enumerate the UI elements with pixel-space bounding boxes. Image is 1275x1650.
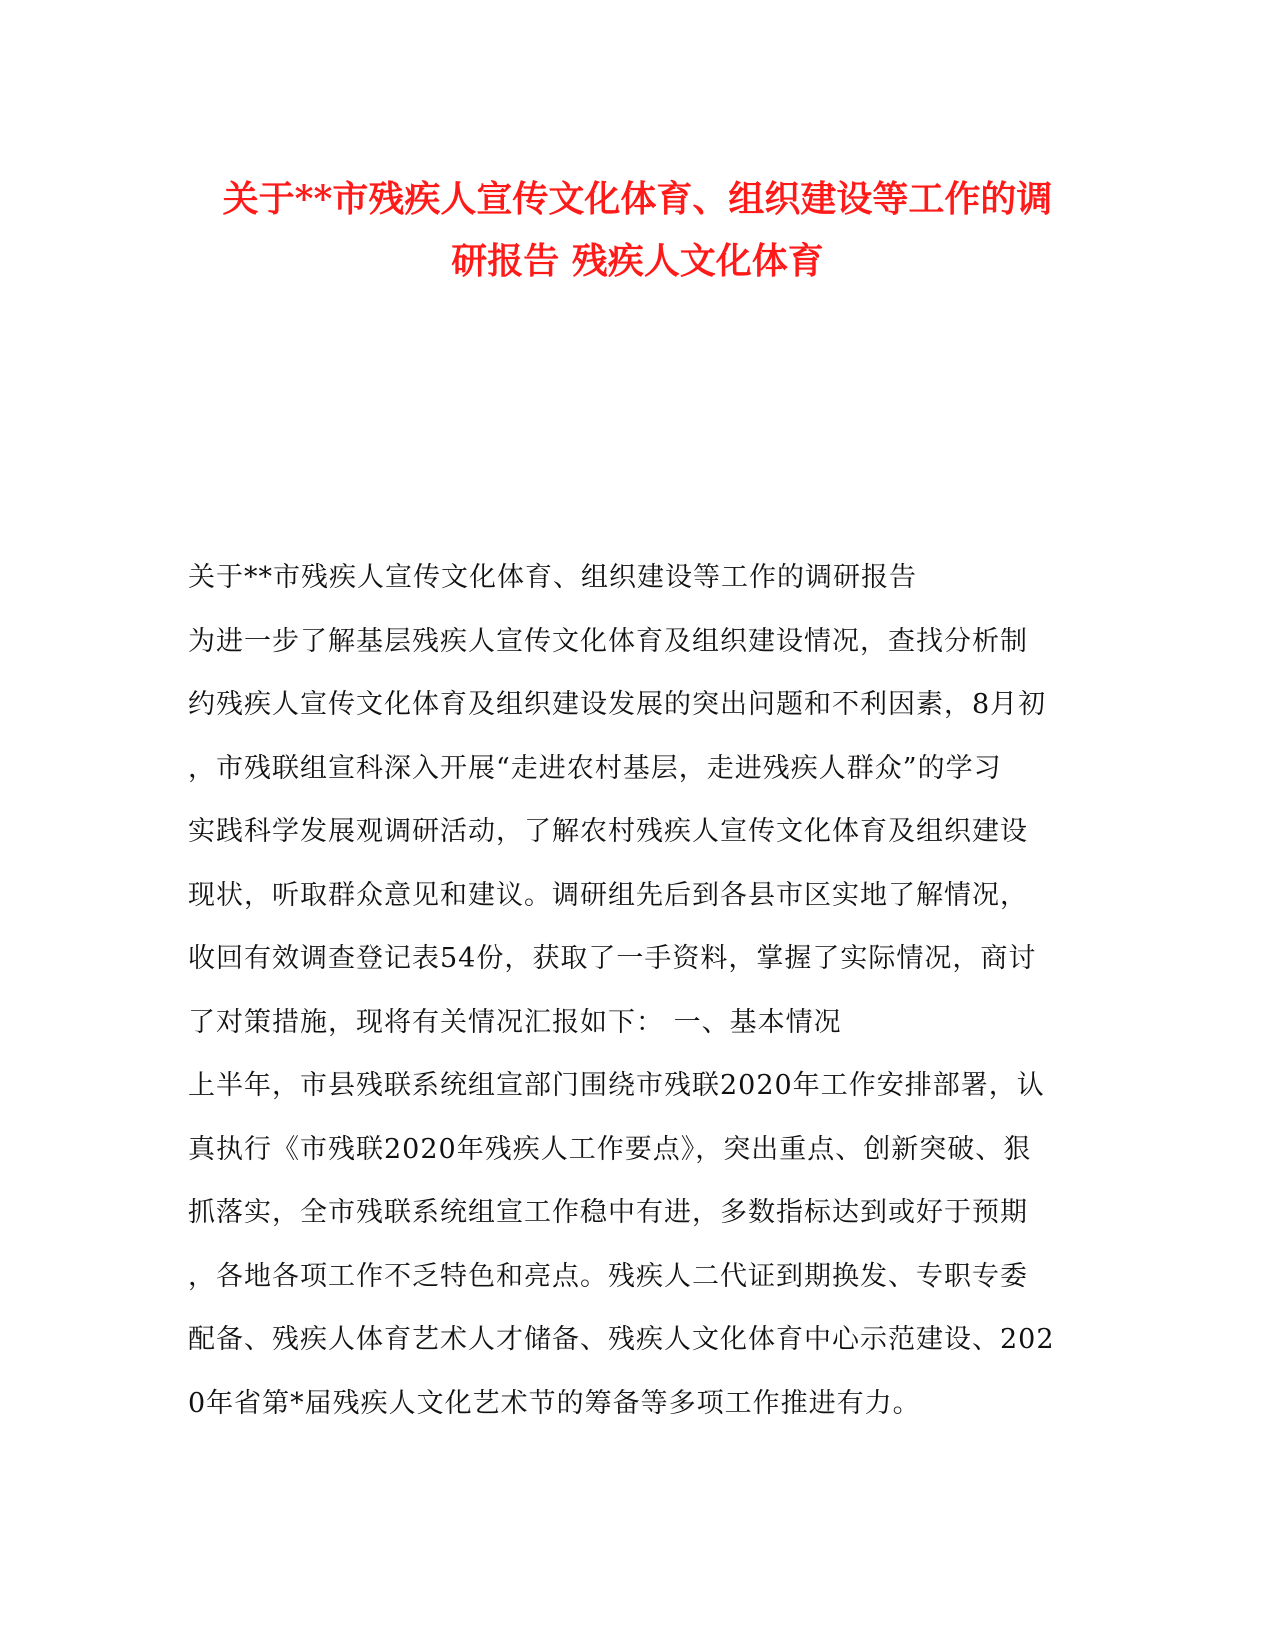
title-line-1: 关于**市残疾人宣传文化体育、组织建设等工作的调 — [222, 178, 1053, 220]
title-line-2: 研报告 残疾人文化体育 — [451, 240, 824, 282]
body-line: 抓落实，全市残联系统组宣工作稳中有进，多数指标达到或好于预期 — [188, 1197, 1028, 1228]
body-line: 配备、残疾人体育艺术人才储备、残疾人文化体育中心示范建设、202 — [188, 1324, 1055, 1355]
body-line: 实践科学发展观调研活动，了解农村残疾人宣传文化体育及组织建设 — [188, 816, 1028, 847]
body-line: 现状，听取群众意见和建议。调研组先后到各县市区实地了解情况， — [188, 879, 1028, 911]
body-line: ，市残联组宣科深入开展“走进农村基层，走进残疾人群众”的学习 — [188, 752, 1002, 784]
body-line: 约残疾人宣传文化体育及组织建设发展的突出问题和不利因素，8月初 — [188, 689, 1047, 720]
body-line: 关于**市残疾人宣传文化体育、组织建设等工作的调研报告 — [188, 562, 917, 593]
body-line: 上半年，市县残联系统组宣部门围绕市残联2020年工作安排部署，认 — [188, 1070, 1045, 1101]
body-line: 为进一步了解基层残疾人宣传文化体育及组织建设情况，查找分析制 — [188, 625, 1028, 657]
document-body — [188, 546, 1088, 1435]
body-line: 了对策措施，现将有关情况汇报如下： 一、基本情况 — [188, 1006, 842, 1038]
body-line: 真执行《市残联2020年残疾人工作要点》，突出重点、创新突破、狠 — [188, 1133, 1032, 1165]
body-line: ，各地各项工作不乏特色和亮点。残疾人二代证到期换发、专职专委 — [188, 1260, 1028, 1292]
body-line: 0年省第*届残疾人文化艺术节的筹备等多项工作推进有力。 — [188, 1387, 921, 1419]
body-line: 收回有效调查登记表54份，获取了一手资料，掌握了实际情况，商讨 — [188, 943, 1037, 974]
document-title — [180, 168, 1095, 292]
